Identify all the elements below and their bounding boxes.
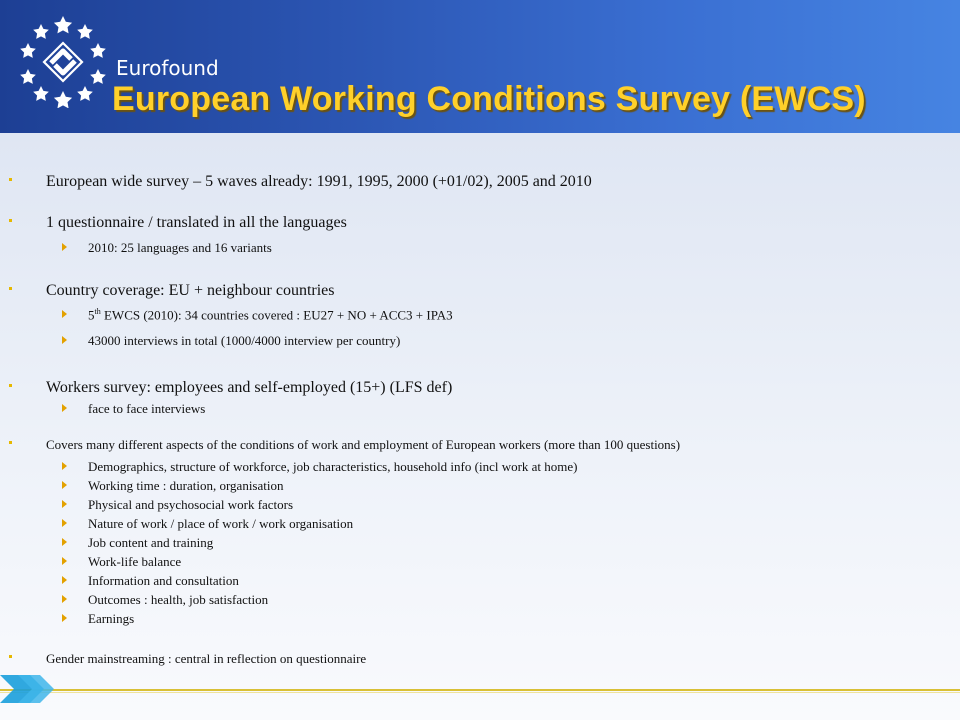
sub-bullet-number: 5: [88, 307, 95, 323]
bullet-marker: [9, 219, 12, 222]
sub-bullet-aspect: [88, 535, 213, 551]
sub-bullet-text: Working time : duration, organisation: [88, 478, 284, 493]
sub-bullet-text: Job content and training: [88, 535, 214, 550]
bullet-text: European wide survey – 5 waves already: 1991, 1995, 2000 (+01/02), 2005 and 2010: [46, 173, 592, 190]
sub-bullet-languages: [88, 240, 272, 256]
eurofound-logo: [18, 16, 108, 108]
arrow-bullet-icon: [62, 404, 67, 412]
bullet-marker: [9, 287, 12, 290]
bullet-text: Workers survey: employees and self-employed (15+) (LFS def): [46, 379, 453, 396]
footer-line-highlight: [0, 692, 960, 693]
sub-bullet-text: Earnings: [88, 611, 135, 626]
arrow-bullet-icon: [62, 538, 67, 546]
bullet-country-coverage: [46, 282, 335, 300]
bullet-questionnaire: [46, 214, 347, 232]
arrow-bullet-icon: [62, 557, 67, 565]
bullet-gender-mainstreaming: [46, 651, 366, 667]
footer-arrow-icon: [0, 667, 70, 707]
sub-bullet-aspect: [88, 573, 239, 589]
arrow-bullet-icon: [62, 243, 67, 251]
bullet-text: 1 questionnaire / translated in all the languages: [46, 214, 347, 231]
arrow-bullet-icon: [62, 336, 67, 344]
bullet-marker: [9, 178, 12, 181]
bullet-marker: [9, 655, 12, 658]
sub-bullet-aspect: [88, 516, 353, 532]
brand-name: Eurofound: [116, 56, 219, 80]
bullet-text: Country coverage: EU + neighbour countries: [46, 282, 335, 299]
sub-bullet-text: Physical and psychosocial work factors: [88, 497, 294, 512]
arrow-bullet-icon: [62, 481, 67, 489]
bullet-covers-aspects: [46, 437, 680, 453]
sub-bullet-text: Information and consultation: [88, 573, 239, 588]
sub-bullet-aspect: [88, 554, 181, 570]
arrow-bullet-icon: [62, 500, 67, 508]
sub-bullet-text: EWCS (2010): 34 countries covered : EU27 + NO + ACC3 + IPA3: [100, 307, 453, 323]
sub-bullet-text: Work-life balance: [88, 554, 182, 569]
arrow-bullet-icon: [62, 519, 67, 527]
bullet-survey-waves: [46, 173, 592, 191]
arrow-bullet-icon: [62, 595, 67, 603]
arrow-bullet-icon: [62, 310, 67, 318]
arrow-bullet-icon: [62, 576, 67, 584]
sub-bullet-text: face to face interviews: [88, 401, 206, 416]
bullet-marker: [9, 441, 12, 444]
sub-bullet-aspect: [88, 592, 268, 608]
arrow-bullet-icon: [62, 614, 67, 622]
sub-bullet-superscript: th: [94, 307, 101, 316]
sub-bullet-interviews: [88, 333, 400, 349]
footer-line: [0, 689, 960, 691]
sub-bullet-text: Nature of work / place of work / work organisation: [88, 516, 354, 531]
sub-bullet-countries: [88, 307, 453, 323]
sub-bullet-text: 43000 interviews in total (1000/4000 interview per country): [88, 333, 401, 348]
sub-bullet-text: Outcomes : health, job satisfaction: [88, 592, 269, 607]
bullet-marker: [9, 384, 12, 387]
bullet-text: Covers many different aspects of the conditions of work and employment of European workers (more than 100 questions): [46, 437, 681, 452]
sub-bullet-aspect: [88, 478, 284, 494]
slide-header: [0, 0, 960, 133]
sub-bullet-text: 2010: 25 languages and 16 variants: [88, 240, 272, 255]
sub-bullet-face-to-face: [88, 401, 205, 417]
slide-title: European Working Conditions Survey (EWCS): [112, 80, 866, 118]
sub-bullet-aspect: [88, 611, 134, 627]
arrow-bullet-icon: [62, 462, 67, 470]
sub-bullet-aspect: [88, 459, 578, 475]
sub-bullet-text: Demographics, structure of workforce, job characteristics, household info (incl work at home): [88, 459, 578, 474]
sub-bullet-aspect: [88, 497, 293, 513]
bullet-workers-survey: [46, 379, 452, 397]
bullet-text: Gender mainstreaming : central in reflection on questionnaire: [46, 651, 367, 666]
